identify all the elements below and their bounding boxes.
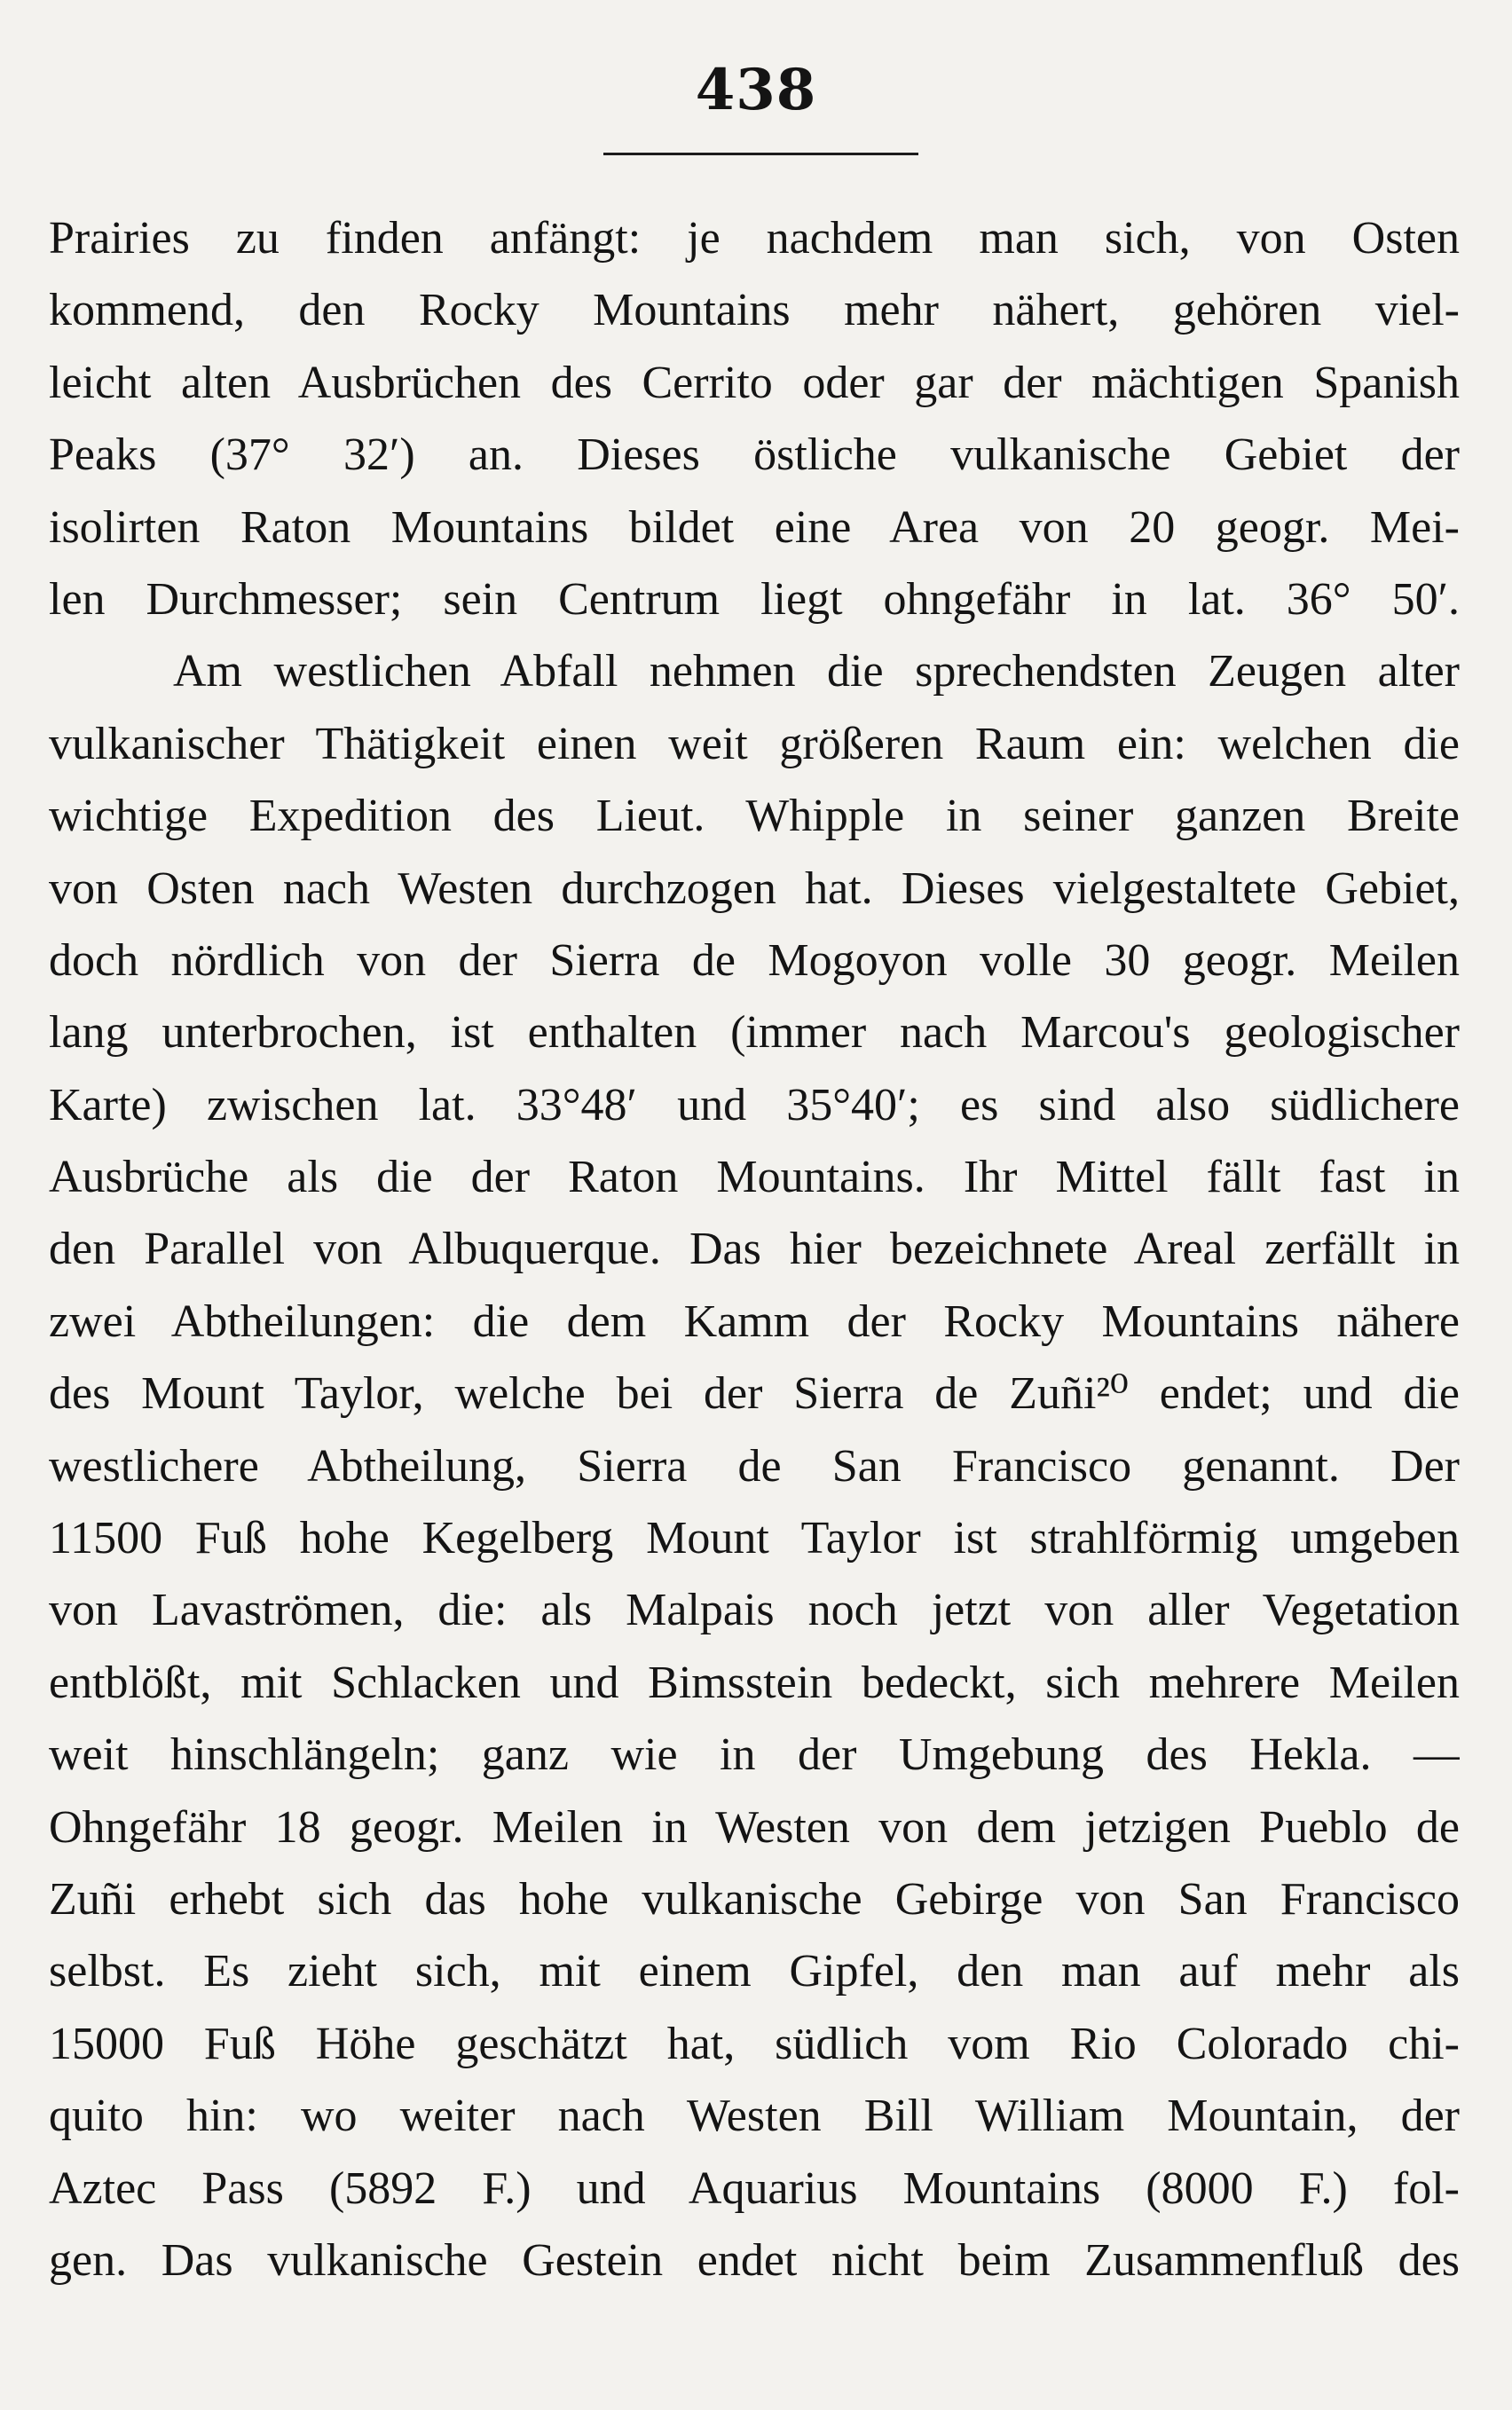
text-line: Ohngefähr 18 geogr. Meilen in Westen von dem jetzigen Pueblo de	[49, 1801, 1460, 1853]
text-line: Karte) zwischen lat. 33°48′ und 35°40′; es sind also südlichere	[49, 1079, 1460, 1130]
text-line: Ausbrüche als die der Raton Mountains. Ihr Mittel fällt fast in	[49, 1152, 1460, 1203]
text-line: Zuñi erhebt sich das hohe vulkanische Gebirge von San Francisco	[49, 1873, 1460, 1925]
text-line-indented: Am westlichen Abfall nehmen die sprechendsten Zeugen alter	[173, 646, 1460, 697]
text-line: entblößt, mit Schlacken und Bimsstein bedeckt, sich mehrere Meilen	[49, 1657, 1460, 1708]
text-line: quito hin: wo weiter nach Westen Bill William Mountain, der	[49, 2091, 1460, 2142]
text-line: vulkanischer Thätigkeit einen weit größeren Raum ein: welchen die	[49, 718, 1460, 769]
header-rule	[603, 153, 918, 155]
text-line: len Durchmesser; sein Centrum liegt ohngefähr in lat. 36° 50′.	[49, 573, 1460, 625]
text-line: Prairies zu finden anfängt: je nachdem man sich, von Osten	[49, 213, 1460, 264]
text-line: gen. Das vulkanische Gestein endet nicht beim Zusammenfluß des	[49, 2234, 1460, 2286]
text-line: lang unterbrochen, ist enthalten (immer nach Marcou's geologischer	[49, 1007, 1460, 1059]
body-text	[49, 202, 1460, 2296]
text-line: 15000 Fuß Höhe geschätzt hat, südlich vom Rio Colorado chi-	[49, 2018, 1460, 2069]
text-line: wichtige Expedition des Lieut. Whipple in seiner ganzen Breite	[49, 791, 1460, 842]
text-line: zwei Abtheilungen: die dem Kamm der Rocky Mountains nähere	[49, 1296, 1460, 1347]
text-line: Aztec Pass (5892 F.) und Aquarius Mountains (8000 F.) fol-	[49, 2162, 1460, 2214]
text-line: des Mount Taylor, welche bei der Sierra de Zuñi²⁰ endet; und die	[49, 1368, 1460, 1420]
text-line: isolirten Raton Mountains bildet eine Area von 20 geogr. Mei-	[49, 501, 1460, 553]
text-line: den Parallel von Albuquerque. Das hier bezeichnete Areal zerfällt in	[49, 1224, 1460, 1275]
text-line: Peaks (37° 32′) an. Dieses östliche vulkanische Gebiet der	[49, 429, 1460, 481]
text-line: kommend, den Rocky Mountains mehr nähert, gehören viel-	[49, 285, 1460, 336]
page-number: 438	[695, 57, 817, 123]
text-line: selbst. Es zieht sich, mit einem Gipfel, den man auf mehr als	[49, 1946, 1460, 1997]
text-line: doch nördlich von der Sierra de Mogoyon volle 30 geogr. Meilen	[49, 934, 1460, 986]
text-line: westlichere Abtheilung, Sierra de San Francisco genannt. Der	[49, 1440, 1460, 1492]
text-line: von Lavaströmen, die: als Malpais noch jetzt von aller Vegetation	[49, 1585, 1460, 1636]
text-line: weit hinschlängeln; ganz wie in der Umgebung des Hekla. —	[49, 1729, 1460, 1781]
text-line: leicht alten Ausbrüchen des Cerrito oder gar der mächtigen Spanish	[49, 357, 1460, 408]
text-line: 11500 Fuß hohe Kegelberg Mount Taylor ist strahlförmig umgeben	[49, 1513, 1460, 1564]
text-line: von Osten nach Westen durchzogen hat. Dieses vielgestaltete Gebiet,	[49, 862, 1460, 914]
